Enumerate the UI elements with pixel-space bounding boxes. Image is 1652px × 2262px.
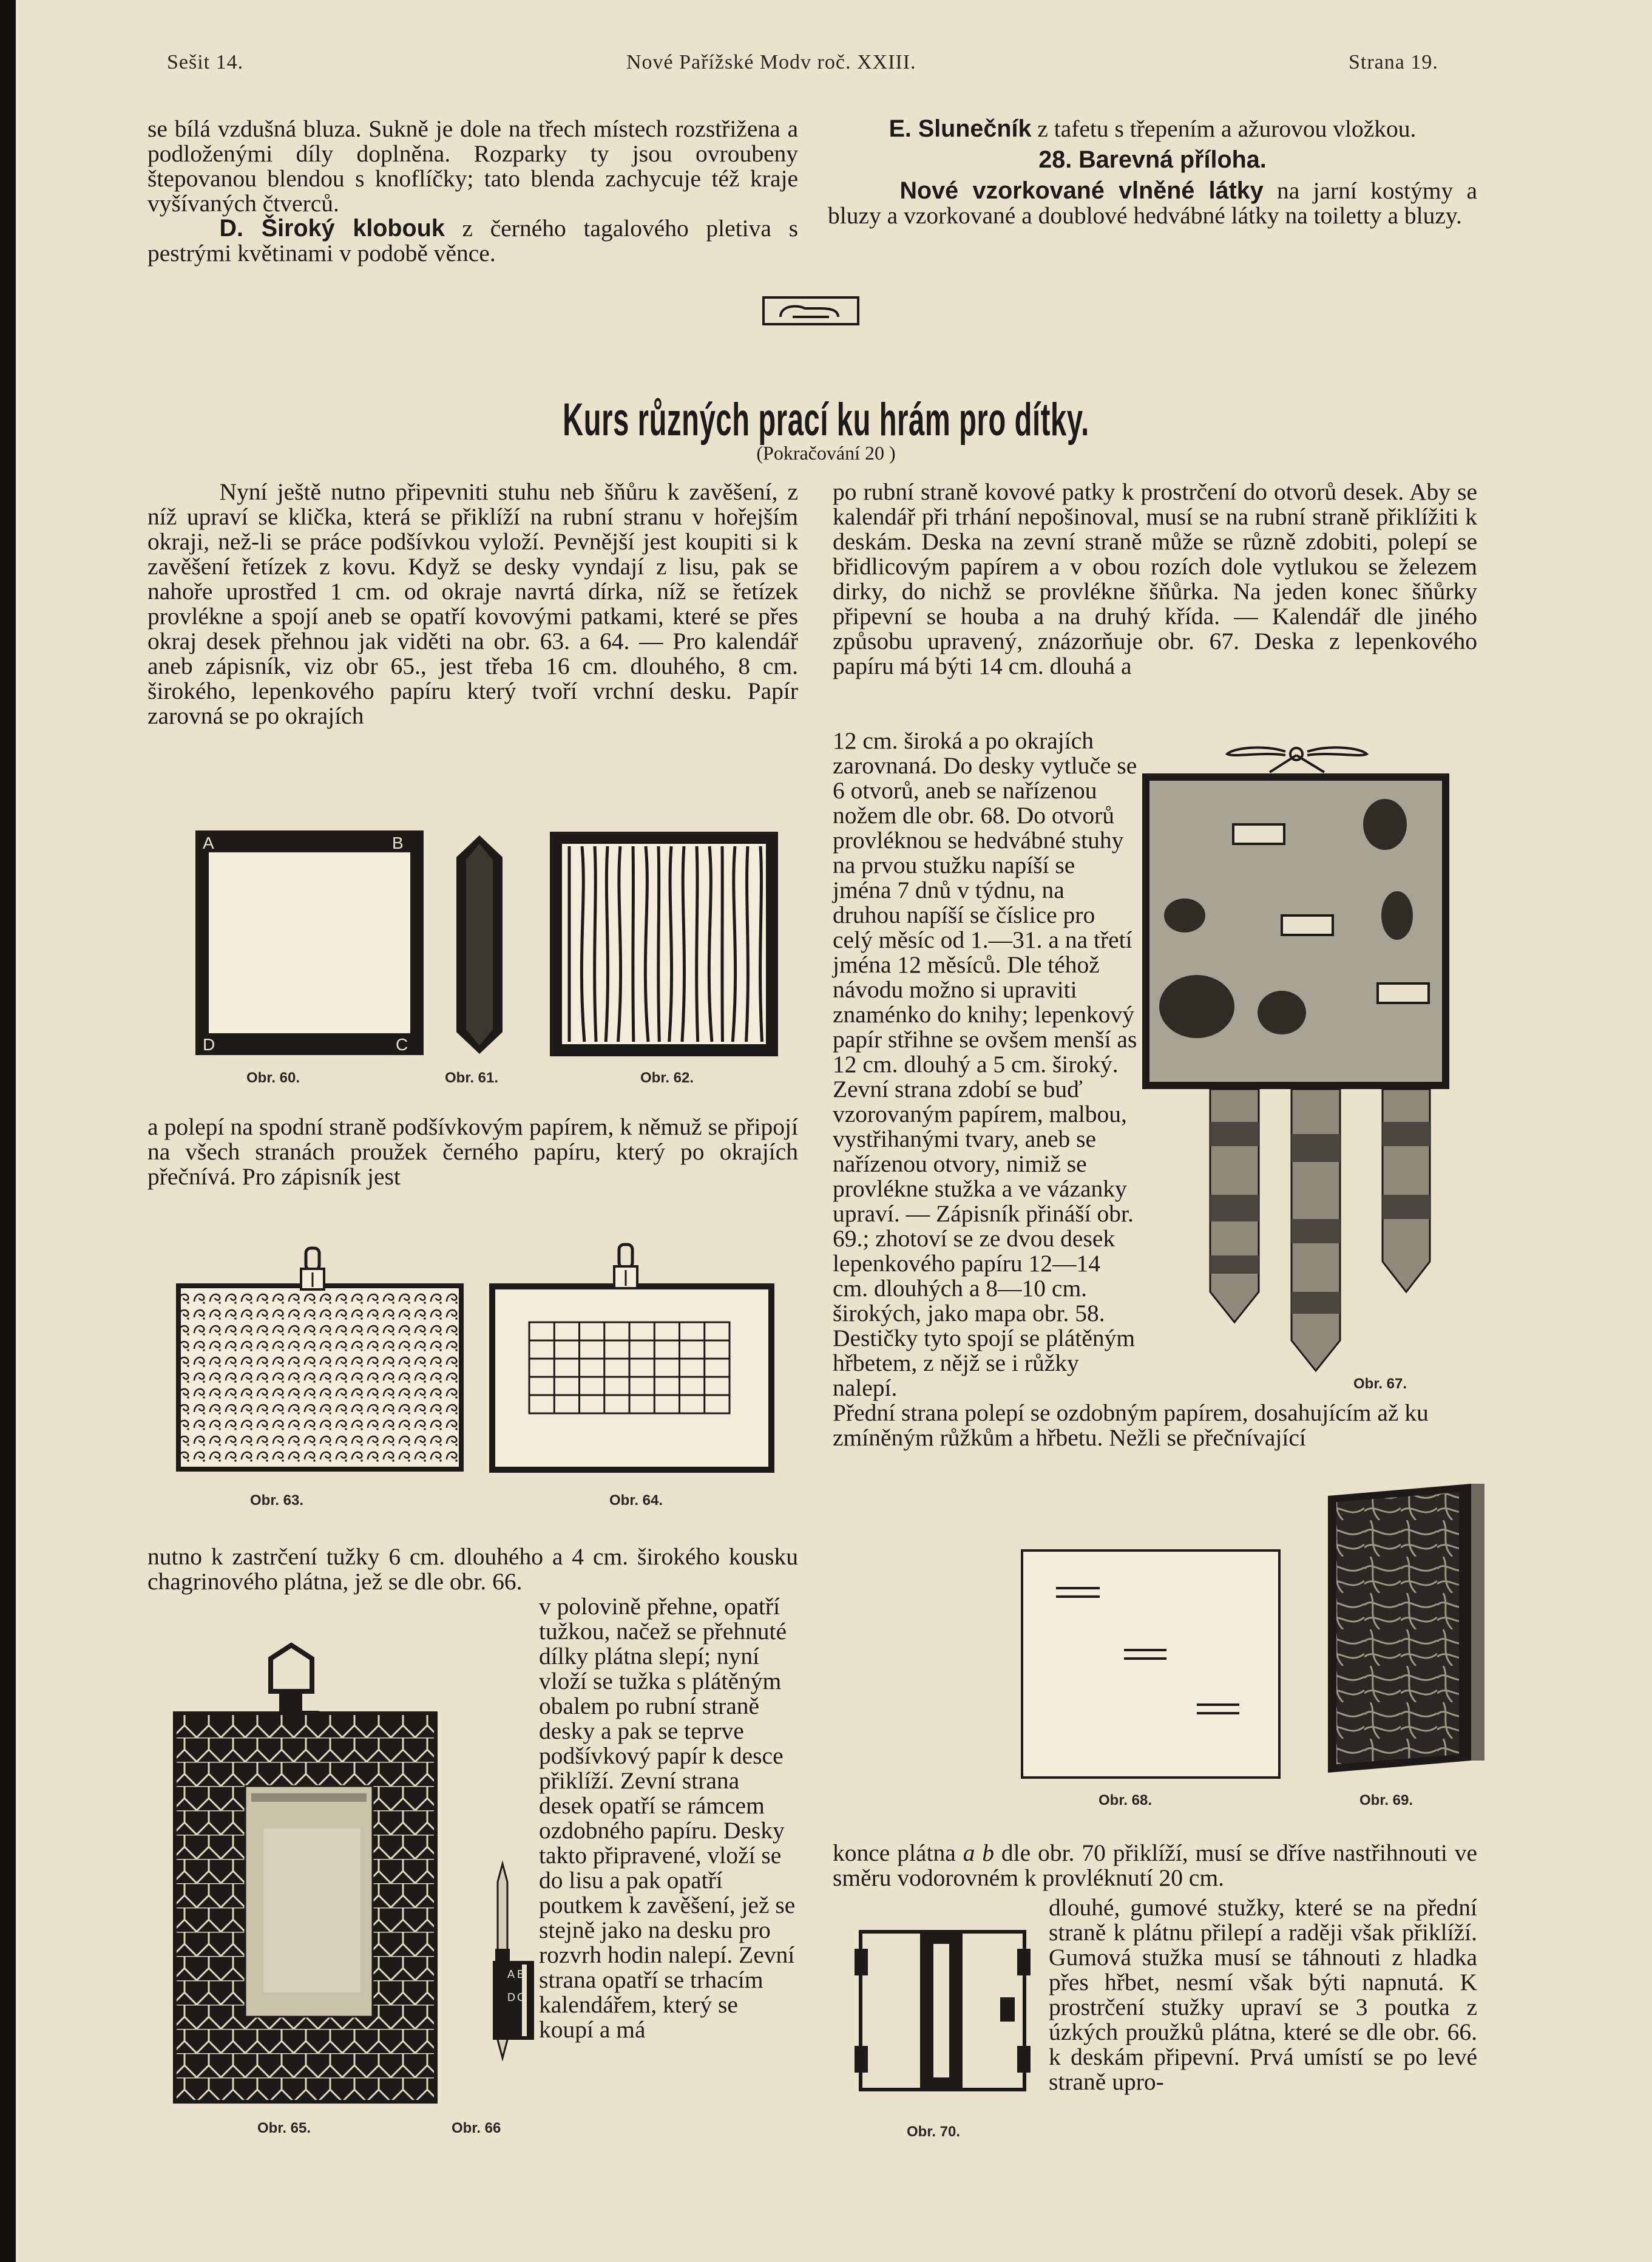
figure-69 bbox=[1328, 1484, 1484, 1773]
caption-fig-68: Obr. 68. bbox=[1099, 1792, 1153, 1809]
figure-60 bbox=[195, 830, 424, 1055]
fabrics-paragraph bbox=[828, 178, 1477, 228]
caption-fig-70: Obr. 70. bbox=[907, 2124, 961, 2140]
color-supplement-heading: 28. Barevná příloha. bbox=[1038, 146, 1267, 173]
fig66-letter-d: D bbox=[507, 1991, 515, 2003]
caption-fig-67: Obr. 67. bbox=[1353, 1376, 1407, 1392]
caption-fig-61: Obr. 61. bbox=[445, 1070, 499, 1086]
fig66-letter-a: A bbox=[507, 1968, 515, 1980]
woodgrain-line bbox=[606, 846, 608, 1042]
caption-fig-66: Obr. 66 bbox=[452, 2120, 501, 2136]
woodgrain-line bbox=[722, 846, 723, 1042]
figure-65 bbox=[172, 1640, 439, 2107]
woodgrain-line bbox=[658, 846, 659, 1042]
caption-fig-60: Obr. 60. bbox=[246, 1070, 300, 1086]
float-space-fig67 bbox=[1137, 729, 1477, 1378]
fig66-letter-b: B bbox=[517, 1968, 525, 1980]
right-col-para-4: dlouhé, gumové stužky, které se na přední straně k plátnu přilepí a raději však přiklíží. Gumová stužka musí se táhnouti z hladka přes hřbet, nesmí však býti napnutá. K prostrčení stužky upraví se 3 poutka z úzkých proužků plátna, které se dle obr. 66. k deskám připevní. Prvá umístí se po levé straně upro- bbox=[1049, 1894, 1477, 2095]
top-left-text bbox=[147, 117, 798, 266]
figure-70 bbox=[855, 1920, 1037, 2102]
caption-fig-69: Obr. 69. bbox=[1359, 1792, 1413, 1809]
figure-61 bbox=[456, 835, 503, 1054]
top-left-para-1: se bílá vzdušná bluza. Sukně je dole na třech místech rozstřižena a podloženými díly doplněna. Rozparky ty jsou ovroubeny štepovanou blendou s knoflíčky; tato blenda zachycuje též kraje vyšívaných čtverců. bbox=[147, 115, 798, 217]
item-e bbox=[828, 117, 1477, 141]
top-left-para-2 bbox=[147, 216, 798, 266]
item-e-label: E. Slunečník bbox=[889, 115, 1032, 142]
figure-62 bbox=[550, 832, 778, 1056]
ornament-divider bbox=[762, 296, 859, 327]
fig66-letter-c: C bbox=[517, 1991, 525, 2003]
article-title: Kurs různých prací ku hrám pro dítky. bbox=[563, 394, 1089, 446]
fig60-letter-a: A bbox=[203, 834, 214, 852]
caption-fig-65: Obr. 65. bbox=[257, 2120, 311, 2136]
header-issue: Sešit 14. bbox=[167, 51, 244, 73]
header-page: Strana 19. bbox=[1349, 51, 1438, 73]
item-e-text: z tafetu s třepením a ažurovou vložkou. bbox=[1031, 115, 1417, 142]
fig60-letter-b: B bbox=[392, 834, 404, 852]
right-col-para-3: konce plátna a b dle obr. 70 přiklíží, musí se dříve nastřihnouti ve směru vodorovném k provléknutí 20 cm. bbox=[833, 1839, 1478, 1891]
woodgrain-line bbox=[746, 846, 748, 1042]
fig60-letter-d: D bbox=[203, 1035, 215, 1054]
figure-63 bbox=[176, 1242, 464, 1473]
left-col-para-3: nutno k zastrčení tužky 6 cm. dlouhého a 4 cm. širokého kousku chagrinového plátna, jež se dle obr. 66. bbox=[147, 1543, 798, 1595]
left-col-para-2: a polepí na spodní straně podšívkovým papírem, k němuž se připojí na všech stranách proužek černého papíru, který po okrajích přečnívá. Pro zápisník jest bbox=[147, 1113, 798, 1190]
woodgrain-line bbox=[697, 846, 698, 1042]
fabrics-label: Nové vzorkované vlněné látky bbox=[899, 177, 1264, 204]
book-spine-edge bbox=[0, 0, 16, 2262]
figure-64 bbox=[489, 1240, 774, 1474]
right-col-para-2: 12 cm. široká a po okrajích zarovnaná. Do desky vytluče se 6 otvorů, aneb se nařízenou nožem dle obr. 68. Do otvorů provléknou se hedvábné stuhy na prvou stužku napíší se jména 7 dnů v týdnu, na druhou napíší se číslice pro celý měsíc od 1.—31. a na třetí jména 12 měsíců. Dle téhož návodu možno si upraviti znaménko do knihy; lepenkový papír střihne se ovšem menší as 12 cm. dlouhý a 5 cm. široký. Zevní strana zdobí se buď vzorovaným papírem, malbou, vystřihanými tvary, aneb se nařízenou otvory, nimiž se provlékne stužka a ve vázanky upraví. — Zápisník přináší obr. 69.; zhotoví se ze dvou desek lepenkového papíru 12—14 cm. dlouhých a 8—10 cm. širokých, jako mapa obr. 58. Destičky tyto spojí se plátěným hřbetem, z nějž se i růžky nalepí. Přední strana polepí se ozdobným papírem, dosahujícím až ku zmíněným růžkům a hřbetu. Nežli se přečnívající bbox=[833, 729, 1477, 1450]
woodgrain-line bbox=[760, 846, 762, 1042]
right-col-para-1: po rubní straně kovové patky k prostrčení do otvorů desek. Aby se kalendář při trhání nepošinoval, musí se na rubní straně přiklížiti k deskám. Deska na zevní straně může se různě zdobiti, polepí se břidlicovým papírem a v obou rozích dole vytlukou se železem dirky, do nichž se provlékne šňůrka. Na jeden konec šňůrky připevní se houba a na druhý křída. — Kalendář dle jiného způsobu upravený, znázorňuje obr. 67. Deska z lepenkového papíru má býti 14 cm. dlouhá a bbox=[833, 478, 1477, 679]
item-d-label: D. Široký klobouk bbox=[219, 215, 445, 242]
woodgrain-line bbox=[633, 846, 634, 1042]
fabrics-text: na jarní kostýmy a bluzy a vzorkované a doublové hedvábné látky na toiletty a bluzy. bbox=[828, 177, 1477, 229]
figure-66 bbox=[479, 1858, 540, 2076]
left-col-para-4: v polovině přehne, opatří tužkou, načež se přehnuté dílky plátna slepí; nyní vloží se tužka s plátěným obalem po rubní straně desky a pak se teprve podšívkový papír k desce přiklíží. Zevní strana desek opatří se rámcem ozdobného papíru. Desky takto připravené, vloží se do lisu a pak opatří poutkem k zavěšení, jež se stejně jako na desku pro rozvrh hodin nalepí. Zevní strana opatří se trhacím kalendářem, který se koupí a má bbox=[539, 1593, 796, 2043]
article-subtitle: (Pokračování 20 ) bbox=[756, 442, 896, 464]
caption-fig-62: Obr. 62. bbox=[640, 1070, 694, 1086]
item-d-text: z černého tagalového pletiva s pestrými květinami v podobě věnce. bbox=[147, 215, 798, 267]
left-col-para-1: Nyní ještě nutno připevniti stuhu neb šňůru k zavěšení, z níž upraví se klička, která se přiklíží na rubní stranu v hořejším okraji, než-li se práce podšívkou vyloží. Pevnější jest koupiti si k zavěšení řetízek z kovu. Když se desky vyndají z lisu, pak se nahoře uprostřed 1 cm. od okraje navrtá dírka, níž se řetízek provlékne a spojí aneb se opatří kovovými patkami, které se přes okraj desek přehnou jak viděti na obr. 63. a 64. — Pro kalendář aneb zápisník, viz obr 65., jest třeba 16 cm. dlouhého, 8 cm. širokého, lepenkového papíru který tvoří vrchní desku. Papír zarovná se po okrajích bbox=[147, 478, 798, 729]
figure-68 bbox=[1021, 1549, 1282, 1780]
caption-fig-64: Obr. 64. bbox=[609, 1492, 663, 1509]
letters-a-b: a b bbox=[963, 1839, 995, 1866]
top-right-text bbox=[828, 117, 1477, 228]
woodgrain-line bbox=[595, 846, 596, 1042]
caption-fig-63: Obr. 63. bbox=[250, 1492, 304, 1509]
header-magazine: Nové Pařížské Modv roč. XXIII. bbox=[626, 51, 916, 73]
fig60-letter-c: C bbox=[396, 1035, 408, 1054]
